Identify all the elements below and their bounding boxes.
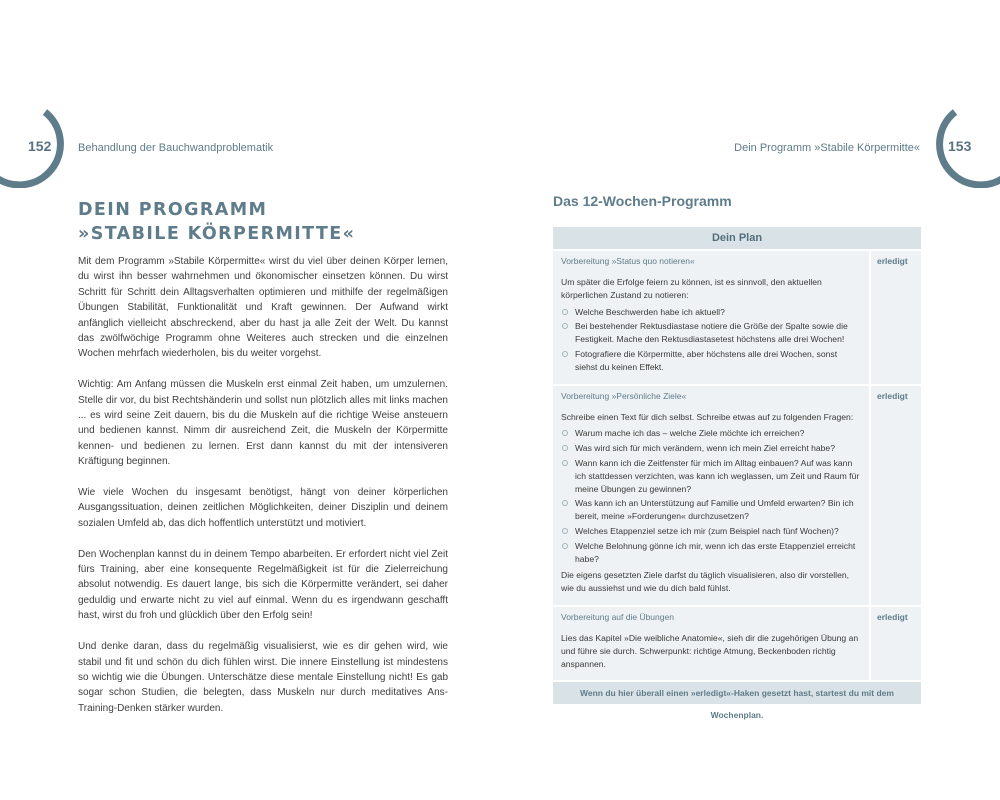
plan-row-status-quo — [553, 251, 921, 384]
row-title: Vorbereitung »Persönliche Ziele« — [561, 390, 687, 401]
status-label: erledigt — [877, 611, 908, 622]
row-title: Vorbereitung »Status quo notieren« — [561, 256, 695, 266]
list-item: Was wird sich für mich verändern, wenn ich mein Ziel erreicht habe? — [561, 442, 861, 455]
running-head-left: Behandlung der Bauchwandproblematik — [78, 142, 274, 154]
bullet-list — [561, 306, 861, 374]
paragraph: Wichtig: Am Anfang müssen die Muskeln erst einmal Zeit haben, um umzulernen. Stelle dir vor, du bist Rechtshänderin und sollst nun plötzlich alles mit links machen ... es wird seine Zeit dauern, bis du die Muskeln auf die richtige Weise ansteuern und bedienen kannst. Nimm dir ausreichend Zeit, die Muskeln der Körpermitte kennen- und bedienen zu lernen. Erst dann kannst du mit der intensiveren Kräftigung beginnen. — [78, 379, 448, 468]
paragraph: Mit dem Programm »Stabile Körpermitte« wirst du viel über deinen Körper lernen, du wirst ihn besser wahrnehmen und ökonomischer einsetzen können. Du wirst Schritt für Schritt dein Alltagsverhalten optimieren und mithilfe der regelmäßigen Übungen Stabilität, Funktionalität und Kraft gewinnen. Der Aufwand wirkt anfänglich vielleicht abschreckend, aber du hast ja alle Zeit der Welt. Du kannst das zwölfwöchige Programm ohne Weiteres auch strecken und die einzelnen Wochen mehrfach wiederholen, bis du weiter vorgehst. — [78, 256, 448, 360]
page-number-left: 152 — [28, 138, 52, 154]
paragraph: Wie viele Wochen du insgesamt benötigst, hängt von deiner körperlichen Ausgangssituation, deinen zeitlichen Möglichkeiten, deiner Disziplin und deinem sozialen Umfeld ab, das dich hoffentlich unterstützt und motiviert. — [78, 487, 448, 529]
chapter-title — [78, 198, 458, 246]
chapter-title-line1: DEIN PROGRAMM — [78, 200, 268, 220]
plan-table-footer: Wenn du hier überall einen »erledigt«-Haken gesetzt hast, startest du mit dem Wochenplan. — [553, 682, 921, 704]
row-intro: Um später die Erfolge feiern zu können, ist es sinnvoll, den aktuellen körperlichen Zustand zu notieren: — [561, 277, 822, 300]
list-item: Was kann ich an Unterstützung auf Familie und Umfeld erwarten? Bin ich bereit, meine »Forderungen« durchzusetzen? — [561, 497, 861, 523]
paragraph: Den Wochenplan kannst du in deinem Tempo abarbeiten. Er erfordert nicht viel Zeit fürs Training, aber eine konsequente Regelmäßigkeit ist für die Zielerreichung absolut notwendig. Es dauert lange, bis sich die Körpermitte verändert, sei daher geduldig und erwarte nicht zu viel auf einmal. Wenn du es irgendwann geschafft hast, wirst du froh und glücklich über den Erfolg sein! — [78, 548, 448, 622]
row-title: Vorbereitung auf die Übungen — [561, 611, 674, 622]
list-item: Fotografiere die Körpermitte, aber höchstens alle drei Wochen, sonst siehst du keinen Effekt. — [561, 348, 861, 374]
plan-table — [553, 227, 921, 721]
list-item: Bei bestehender Rektusdiastase notiere die Größe der Spalte sowie die Festigkeit. Mache den Rektusdiastasetest höchstens alle drei Wochen! — [561, 320, 861, 346]
list-item: Wann kann ich die Zeitfenster für mich im Alltag einbauen? Auf was kann ich stattdessen verzichten, was kann ich weglassen, um Zeit und Raum für meine Übungen zu gewinnen? — [561, 457, 861, 495]
list-item: Welches Etappenziel setze ich mir (zum Beispiel nach fünf Wochen)? — [561, 525, 861, 538]
row-intro: Lies das Kapitel »Die weibliche Anatomie«, sieh dir die zugehörigen Übung an und führe sie durch. Schwerpunkt: richtige Atmung, Beckenboden richtig anspannen. — [561, 632, 859, 669]
bullet-list — [561, 427, 861, 565]
body-text — [78, 254, 448, 732]
status-label: erledigt — [877, 256, 908, 266]
plan-table-header: Dein Plan — [553, 227, 921, 249]
running-head-right: Dein Programm »Stabile Körpermitte« — [734, 142, 920, 154]
row-intro: Schreibe einen Text für dich selbst. Schreibe etwas auf zu folgenden Fragen: — [561, 411, 854, 422]
plan-row-personal-goals — [553, 386, 921, 605]
row-outro: Die eigens gesetzten Ziele darfst du täglich visualisieren, also dir vorstellen, wie du aussiehst und wie du dich bald fühlst. — [561, 570, 850, 594]
plan-row-exercises — [553, 607, 921, 680]
list-item: Welche Belohnung gönne ich mir, wenn ich das erste Etappenziel erreicht habe? — [561, 540, 861, 566]
section-heading: Das 12-Wochen-Programm — [553, 193, 732, 209]
page-number-right: 153 — [948, 138, 972, 154]
chapter-title-line2: »STABILE KÖRPERMITTE« — [78, 224, 356, 244]
list-item: Warum mache ich das – welche Ziele möchte ich erreichen? — [561, 427, 861, 440]
paragraph: Und denke daran, dass du regelmäßig visualisierst, wie es dir gehen wird, wie stabil und fit und schön du dich fühlen wirst. Die innere Einstellung ist mindestens so wichtig wie die Übungen. Unterschätze diese mentale Einstellung nicht! Es gab sogar schon Studien, die belegten, dass Muskeln nur durch meditatives Ans-Training-Denken stärker wurden. — [78, 641, 448, 714]
status-label: erledigt — [877, 390, 908, 401]
list-item: Welche Beschwerden habe ich aktuell? — [561, 306, 861, 319]
